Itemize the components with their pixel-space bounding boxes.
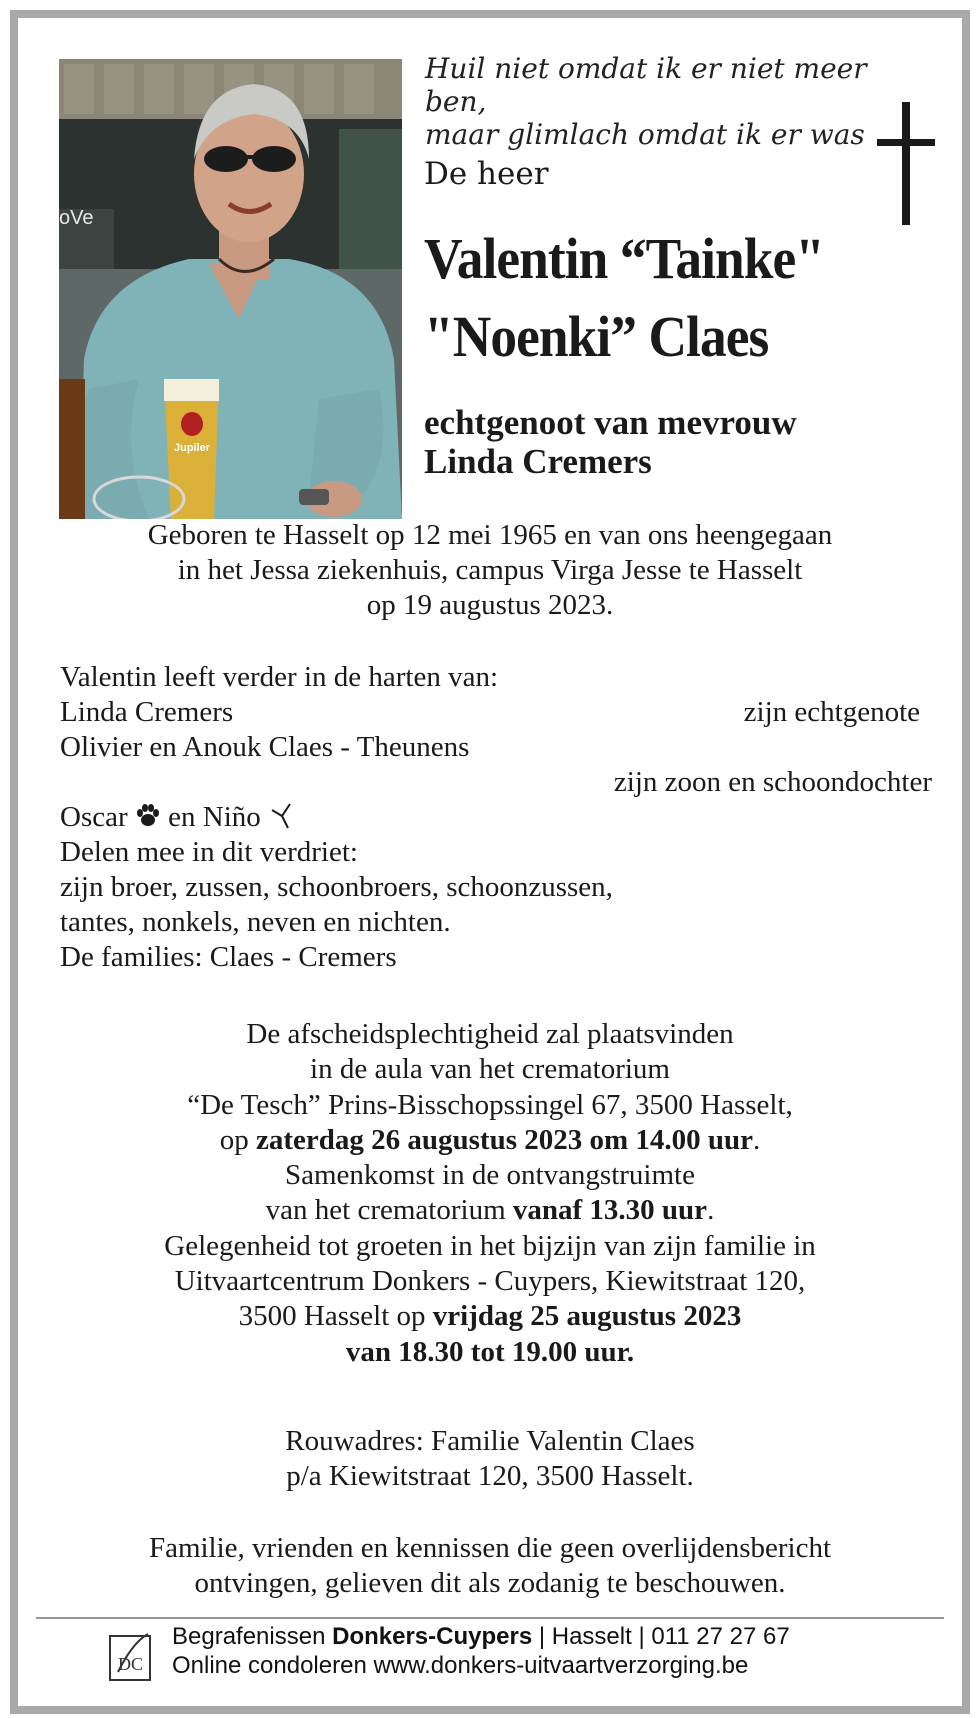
birth-death-info xyxy=(0,518,980,623)
address-line-2: p/a Kiewitstraat 120, 3500 Hasselt. xyxy=(286,1460,694,1492)
ceremony-line-2: in de aula van het crematorium xyxy=(310,1053,670,1086)
birth-line-2: in het Jessa ziekenhuis, campus Virga Jesse te Hasselt xyxy=(177,554,803,586)
glass-label-text: Jupiler xyxy=(174,442,211,454)
birth-line-3: op 19 augustus 2023. xyxy=(366,589,614,621)
survivor-row-spouse xyxy=(60,695,930,730)
footer-website[interactable]: Online condoleren www.donkers-uitvaartverzorging.be xyxy=(172,1652,749,1679)
footer-text xyxy=(172,1622,790,1680)
ceremony-line-8: Uitvaartcentrum Donkers - Cuypers, Kiewitstraat 120, xyxy=(174,1265,806,1298)
survivor-son-role: zijn zoon en schoondochter xyxy=(613,766,932,798)
ceremony-date: zaterdag 26 augustus 2023 om 14.00 uur xyxy=(255,1123,754,1156)
epitaph-quote xyxy=(425,52,905,151)
address-line-1: Rouwadres: Familie Valentin Claes xyxy=(285,1425,695,1457)
ceremony-line-1: De afscheidsplechtigheid zal plaatsvinden xyxy=(246,1018,734,1050)
families: De families: Claes - Cremers xyxy=(60,941,397,973)
family-line-2: tantes, nonkels, neven en nichten. xyxy=(60,906,451,938)
pet-name-1: Oscar xyxy=(60,801,128,833)
portrait-photo xyxy=(59,59,402,519)
deceased-sign-icon xyxy=(268,800,294,830)
notice-line-1: Familie, vrienden en kennissen die geen overlijdensbericht xyxy=(148,1532,832,1564)
paw-icon xyxy=(135,803,161,829)
survivor-son-names: Olivier en Anouk Claes - Theunens xyxy=(60,731,470,763)
survivors-list xyxy=(60,660,930,975)
ceremony-info xyxy=(0,1017,980,1370)
visitation-time: van 18.30 tot 19.00 uur. xyxy=(345,1335,635,1368)
survivor-spouse-role: zijn echtgenote xyxy=(743,696,920,728)
ceremony-line-4: op zaterdag 26 augustus 2023 om 14.00 uur. xyxy=(219,1123,761,1156)
footer-line-1: Begrafenissen Donkers-Cuypers | Hasselt | 011 27 27 67 xyxy=(172,1623,790,1650)
share-intro: Delen mee in dit verdriet: xyxy=(60,836,358,868)
ceremony-line-9: 3500 Hasselt op vrijdag 25 augustus 2023 xyxy=(238,1300,742,1333)
spouse-info xyxy=(424,403,797,481)
cross-icon xyxy=(877,102,935,225)
survivor-row-son-role xyxy=(60,765,930,800)
ceremony-line-10 xyxy=(0,1335,980,1370)
footer-divider xyxy=(36,1617,944,1619)
notice-line-2: ontvingen, gelieven dit als zodanig te beschouwen. xyxy=(194,1567,786,1599)
survivor-row-pets xyxy=(60,800,930,835)
name-line-1: Valentin “Tainke" xyxy=(424,226,825,291)
name-line-2: "Noenki” Claes xyxy=(424,304,769,369)
photo-sign-text: oVe xyxy=(59,207,94,229)
ceremony-line-6: van het crematorium vanaf 13.30 uur. xyxy=(265,1194,715,1227)
survivors-intro: Valentin leeft verder in de harten van: xyxy=(60,661,499,693)
funeral-home-logo xyxy=(108,1632,154,1682)
quote-line-2: maar glimlach omdat ik er was xyxy=(425,118,865,151)
gathering-time: vanaf 13.30 uur xyxy=(512,1194,708,1227)
logo-letters: DC xyxy=(118,1654,144,1674)
spouse-line-1: echtgenoot van mevrouw xyxy=(424,403,797,442)
notice-text xyxy=(0,1531,980,1601)
ceremony-line-7: Gelegenheid tot groeten in het bijzijn van zijn familie in xyxy=(164,1229,816,1262)
deceased-name xyxy=(424,220,856,376)
survivor-spouse-name: Linda Cremers xyxy=(60,696,234,728)
funeral-home-name: Donkers-Cuypers xyxy=(332,1623,533,1650)
spouse-line-2: Linda Cremers xyxy=(424,442,652,481)
birth-line-1: Geboren te Hasselt op 12 mei 1965 en van ons heengegaan xyxy=(147,519,833,551)
honorific: De heer xyxy=(424,156,549,192)
family-line-1: zijn broer, zussen, schoonbroers, schoonzussen, xyxy=(60,871,613,903)
ceremony-line-3: “De Tesch” Prins-Bisschopssingel 67, 3500 Hasselt, xyxy=(187,1088,793,1121)
visitation-date: vrijdag 25 augustus 2023 xyxy=(432,1300,742,1333)
mourning-address xyxy=(0,1424,980,1494)
pet-name-2: en Niño xyxy=(168,801,261,833)
ceremony-line-5: Samenkomst in de ontvangstruimte xyxy=(285,1159,695,1192)
quote-line-1: Huil niet omdat ik er niet meer ben, xyxy=(425,52,867,118)
